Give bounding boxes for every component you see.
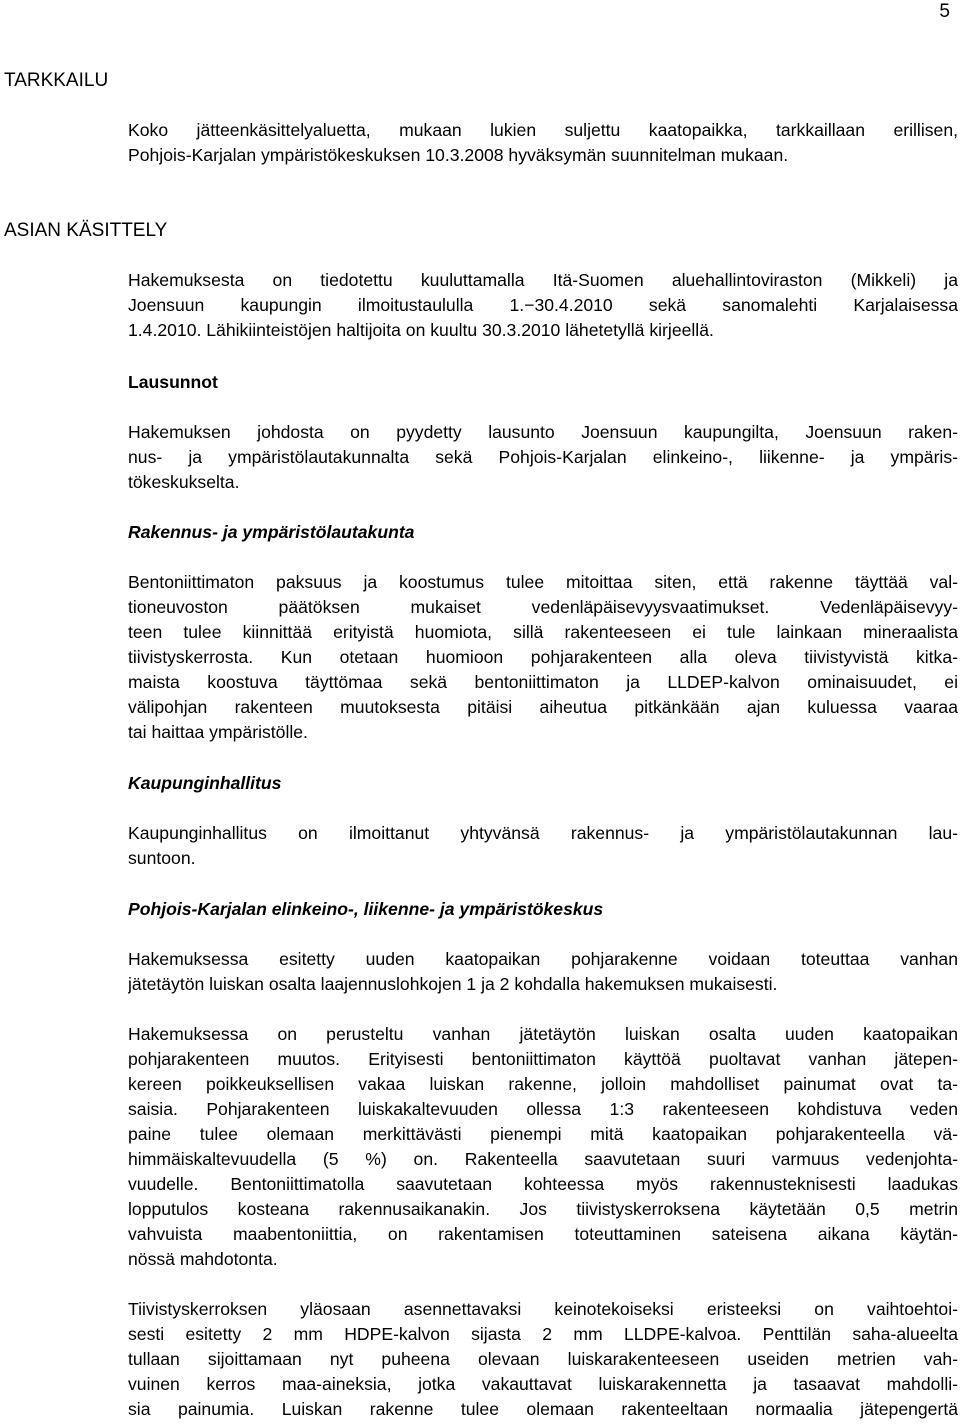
text-line: pohjarakenteen muutos. Erityisesti bentoniittimaton käyttöä puoltavat vanhan jätepen- [128,1049,958,1069]
text-line: Pohjois-Karjalan ympäristökeskuksen 10.3.2008 hyväksymän suunnitelman mukaan. [128,145,789,165]
lausunnot-paragraph [128,420,958,495]
text-line: nus- ja ympäristölautakunnalta sekä Pohjois-Karjalan elinkeino-, liikenne- ja ympäris- [128,447,958,467]
ely-paragraph-1 [128,947,958,997]
text-line: tökeskukselta. [128,472,240,492]
text-line: saisia. Pohjarakenteen luiskakaltevuuden ollessa 1:3 rakenteeseen kohdistuva veden [128,1099,958,1119]
subheading-kaupunginhallitus: Kaupunginhallitus [128,773,282,793]
text-line: tullaan sijoittamaan nyt puheena olevaan luiskarakenteeseen useiden metrien vah- [128,1349,958,1369]
text-line: lopputulos kosteana rakennusaikanakin. Jos tiivistyskerroksena käytetään 0,5 metrin [128,1199,958,1219]
page-number: 5 [939,1,950,22]
text-line: sia painumia. Luiskan rakenne tulee olemaan rakenteeltaan normaalia jätepengertä [128,1399,958,1419]
text-line: jätetäytön luiskan osalta laajennuslohkojen 1 ja 2 kohdalla hakemuksen mukaisesti. [128,974,778,994]
subheading-rakennus-ja-ymparistolautakunta: Rakennus- ja ympäristölautakunta [128,522,415,542]
text-line: tiivistyskerrosta. Kun otetaan huomioon pohjarakenteen alla oleva tiivistyvistä kitka- [128,647,958,667]
text-line: himmäiskaltevuudella (5 %) on. Rakenteella saavutetaan suuri varmuus vedenjohta- [128,1149,958,1169]
text-line: välipohjan rakenteen muutoksesta pitäisi aiheutua pitkänkään ajan kuluessa vaaraa [128,697,958,717]
text-line: tai haittaa ympäristölle. [128,722,308,742]
text-line: kereen poikkeuksellisen vakaa luiskan rakenne, jolloin mahdolliset painumat ovat ta- [128,1074,958,1094]
subheading-pohjois-karjalan-ely: Pohjois-Karjalan elinkeino-, liikenne- ja ympäristökeskus [128,899,604,919]
text-line: Bentoniittimaton paksuus ja koostumus tulee mitoittaa siten, että rakenne täyttää val- [128,572,958,592]
text-line: Hakemuksen johdosta on pyydetty lausunto Joensuun kaupungilta, Joensuun raken- [128,422,958,442]
asian-kasittely-paragraph [128,268,958,343]
text-line: Kaupunginhallitus on ilmoittanut yhtyvänsä rakennus- ja ympäristölautakunnan lau- [128,823,958,843]
text-line: Koko jätteenkäsittelyaluetta, mukaan lukien suljettu kaatopaikka, tarkkaillaan erillisen, [128,120,958,140]
text-line: suntoon. [128,848,196,868]
text-line: maista koostuva täyttömaa sekä bentoniittimaton ja LLDEP-kalvon ominaisuudet, ei [128,672,958,692]
kaupunginhallitus-paragraph [128,821,958,871]
text-line: Hakemuksessa esitetty uuden kaatopaikan pohjarakenne voidaan toteuttaa vanhan [128,949,958,969]
text-line: Tiivistyskerroksen yläosaan asennettavaksi keinotekoiseksi eristeeksi on vaihtoehtoi- [128,1299,958,1319]
text-line: tioneuvoston päätöksen mukaiset vedenläpäisevyysvaatimukset. Vedenläpäisevyy- [128,597,958,617]
subheading-lausunnot: Lausunnot [128,372,218,392]
tarkkailu-paragraph [128,118,958,168]
text-line: paine tulee olemaan merkittävästi pienempi mitä kaatopaikan pohjarakenteella vä- [128,1124,958,1144]
section-heading-tarkkailu: TARKKAILU [4,70,109,91]
text-line: sesti esitetty 2 mm HDPE-kalvon sijasta 2 mm LLDPE-kalvoa. Penttilän saha-alueelta [128,1324,958,1344]
text-line: vuudelle. Bentoniittimatolla saavutetaan kohteessa myös rakennusteknisesti laadukas [128,1174,958,1194]
text-line: Hakemuksesta on tiedotettu kuuluttamalla Itä-Suomen aluehallintoviraston (Mikkeli) ja [128,270,958,290]
text-line: 1.4.2010. Lähikiinteistöjen haltijoita on kuultu 30.3.2010 lähetetyllä kirjeellä. [128,320,714,340]
rakennus-paragraph [128,570,958,745]
text-line: teen tulee kiinnittää erityistä huomiota, sillä rakenteeseen ei tule lainkaan mineraalista [128,622,958,642]
section-heading-asian-kasittely: ASIAN KÄSITTELY [4,220,168,241]
ely-paragraph-3 [128,1297,958,1422]
text-line: Hakemuksessa on perusteltu vanhan jätetäytön luiskan osalta uuden kaatopaikan [128,1024,958,1044]
text-line: Joensuun kaupungin ilmoitustaululla 1.−30.4.2010 sekä sanomalehti Karjalaisessa [128,295,958,315]
text-line: nössä mahdotonta. [128,1249,278,1269]
text-line: vuinen kerros maa-aineksia, jotka vakauttavat luiskarakennetta ja tasaavat mahdolli- [128,1374,958,1394]
text-line: vahvuista maabentoniittia, on rakentamisen toteuttaminen sateisena aikana käytän- [128,1224,958,1244]
ely-paragraph-2 [128,1022,958,1272]
